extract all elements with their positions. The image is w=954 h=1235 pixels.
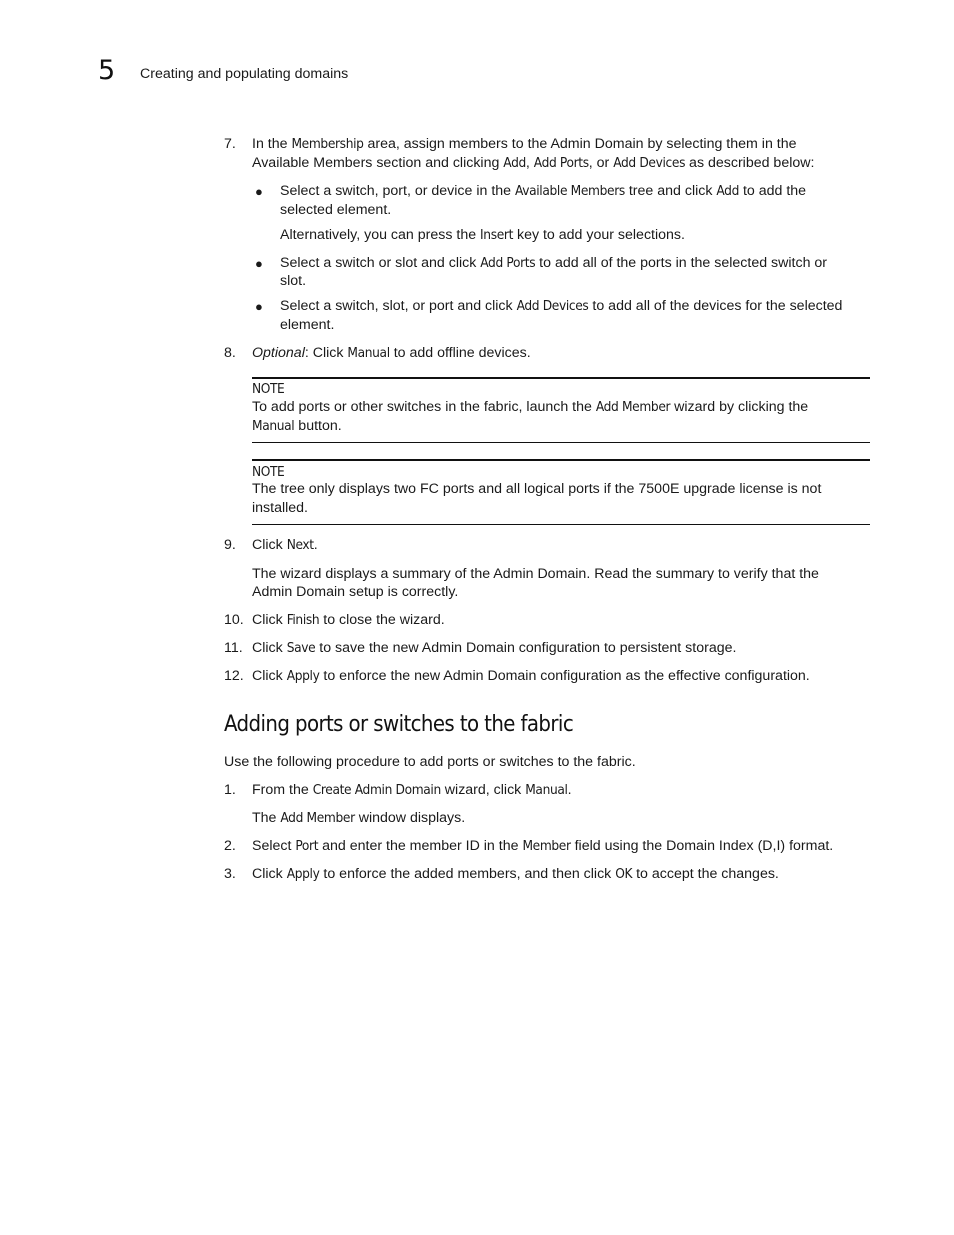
ui-label-add-ports: Add Ports <box>480 255 536 271</box>
step-7-line-2: Available Members section and clicking Add, Add Ports, or Add Devices as described below: <box>252 155 815 171</box>
step-8-line: Optional: Click Manual to add offline devices. <box>252 345 531 361</box>
step-number: 10. <box>224 612 244 628</box>
note-bottom-rule <box>252 442 870 443</box>
ui-label-port: Port <box>295 838 319 854</box>
step-number: 12. <box>224 668 244 684</box>
ui-label-insert: Insert <box>480 227 514 243</box>
note-label: NOTE <box>252 381 285 397</box>
ui-label-member: Member <box>522 838 571 854</box>
chapter-number: 5 <box>98 55 116 86</box>
step-number: 9. <box>224 537 236 553</box>
ui-label-add-devices: Add Devices <box>613 155 686 171</box>
step-9-para-line-2: Admin Domain setup is correctly. <box>252 584 459 600</box>
ui-label-manual: Manual <box>252 418 295 434</box>
bullet-3-line-2: element. <box>280 317 335 333</box>
ui-label-apply: Apply <box>286 668 320 684</box>
bullet-icon: ● <box>255 184 263 199</box>
note-2-line-2: installed. <box>252 500 308 516</box>
note-top-rule <box>252 377 870 379</box>
section-step-1-line: From the Create Admin Domain wizard, click Manual. <box>252 782 572 798</box>
bullet-1-alternative: Alternatively, you can press the Insert key to add your selections. <box>280 227 685 243</box>
ui-label-available-members: Available Members <box>515 183 625 199</box>
step-number: 3. <box>224 866 236 882</box>
bullet-3-line-1: Select a switch, slot, or port and click Add Devices to add all of the devices for the selected <box>280 298 843 314</box>
bullet-2-line-1: Select a switch or slot and click Add Ports to add all of the ports in the selected switch or <box>280 255 828 271</box>
note-1-line-1: To add ports or other switches in the fabric, launch the Add Member wizard by clicking the <box>252 399 809 415</box>
note-top-rule <box>252 459 870 461</box>
ui-label-add-member: Add Member <box>595 399 671 415</box>
ui-label-add-devices: Add Devices <box>516 298 589 314</box>
ui-label-save: Save <box>286 640 316 656</box>
step-7-line-1: In the Membership area, assign members to the Admin Domain by selecting them in the <box>252 136 797 152</box>
chapter-title: Creating and populating domains <box>140 66 349 82</box>
step-9-para-line-1: The wizard displays a summary of the Admin Domain. Read the summary to verify that the <box>252 566 819 582</box>
step-12-line: Click Apply to enforce the new Admin Domain configuration as the effective configuration. <box>252 668 810 684</box>
bullet-2-line-2: slot. <box>280 273 307 289</box>
ui-label-add-ports: Add Ports <box>533 155 589 171</box>
note-label: NOTE <box>252 464 285 480</box>
ui-label-add-member: Add Member <box>280 810 355 826</box>
ui-label-ok: OK <box>615 866 633 882</box>
ui-label-manual: Manual <box>347 345 390 361</box>
note-1-line-2: Manual button. <box>252 418 342 434</box>
section-step-3-line: Click Apply to enforce the added members, and then click OK to accept the changes. <box>252 866 779 882</box>
bullet-1-line-1: Select a switch, port, or device in the Available Members tree and click Add to add the <box>280 183 807 199</box>
step-number: 2. <box>224 838 236 854</box>
ui-label-create-admin-domain: Create Admin Domain <box>312 782 441 798</box>
step-9-line: Click Next. <box>252 537 318 553</box>
note-bottom-rule <box>252 524 870 525</box>
step-number: 7. <box>224 136 236 152</box>
step-number: 11. <box>224 640 243 656</box>
step-number: 1. <box>224 782 236 798</box>
section-step-1-sub: The Add Member window displays. <box>252 810 466 826</box>
ui-label-membership: Membership <box>291 136 364 152</box>
ui-label-add: Add <box>503 155 526 171</box>
ui-label-next: Next <box>286 537 314 553</box>
bullet-icon: ● <box>255 299 263 314</box>
note-2-line-1: The tree only displays two FC ports and all logical ports if the 7500E upgrade license is not <box>252 481 822 497</box>
step-11-line: Click Save to save the new Admin Domain configuration to persistent storage. <box>252 640 737 656</box>
step-10-line: Click Finish to close the wizard. <box>252 612 445 628</box>
section-heading: Adding ports or switches to the fabric <box>224 712 574 737</box>
ui-label-apply: Apply <box>286 866 320 882</box>
bullet-1-line-2: selected element. <box>280 202 392 218</box>
section-intro: Use the following procedure to add ports or switches to the fabric. <box>224 754 636 770</box>
step-number: 8. <box>224 345 236 361</box>
bullet-icon: ● <box>255 256 263 271</box>
ui-label-add: Add <box>716 183 739 199</box>
section-step-2-line: Select Port and enter the member ID in the Member field using the Domain Index (D,I) format. <box>252 838 834 854</box>
ui-label-finish: Finish <box>286 612 320 628</box>
ui-label-manual: Manual <box>525 782 568 798</box>
